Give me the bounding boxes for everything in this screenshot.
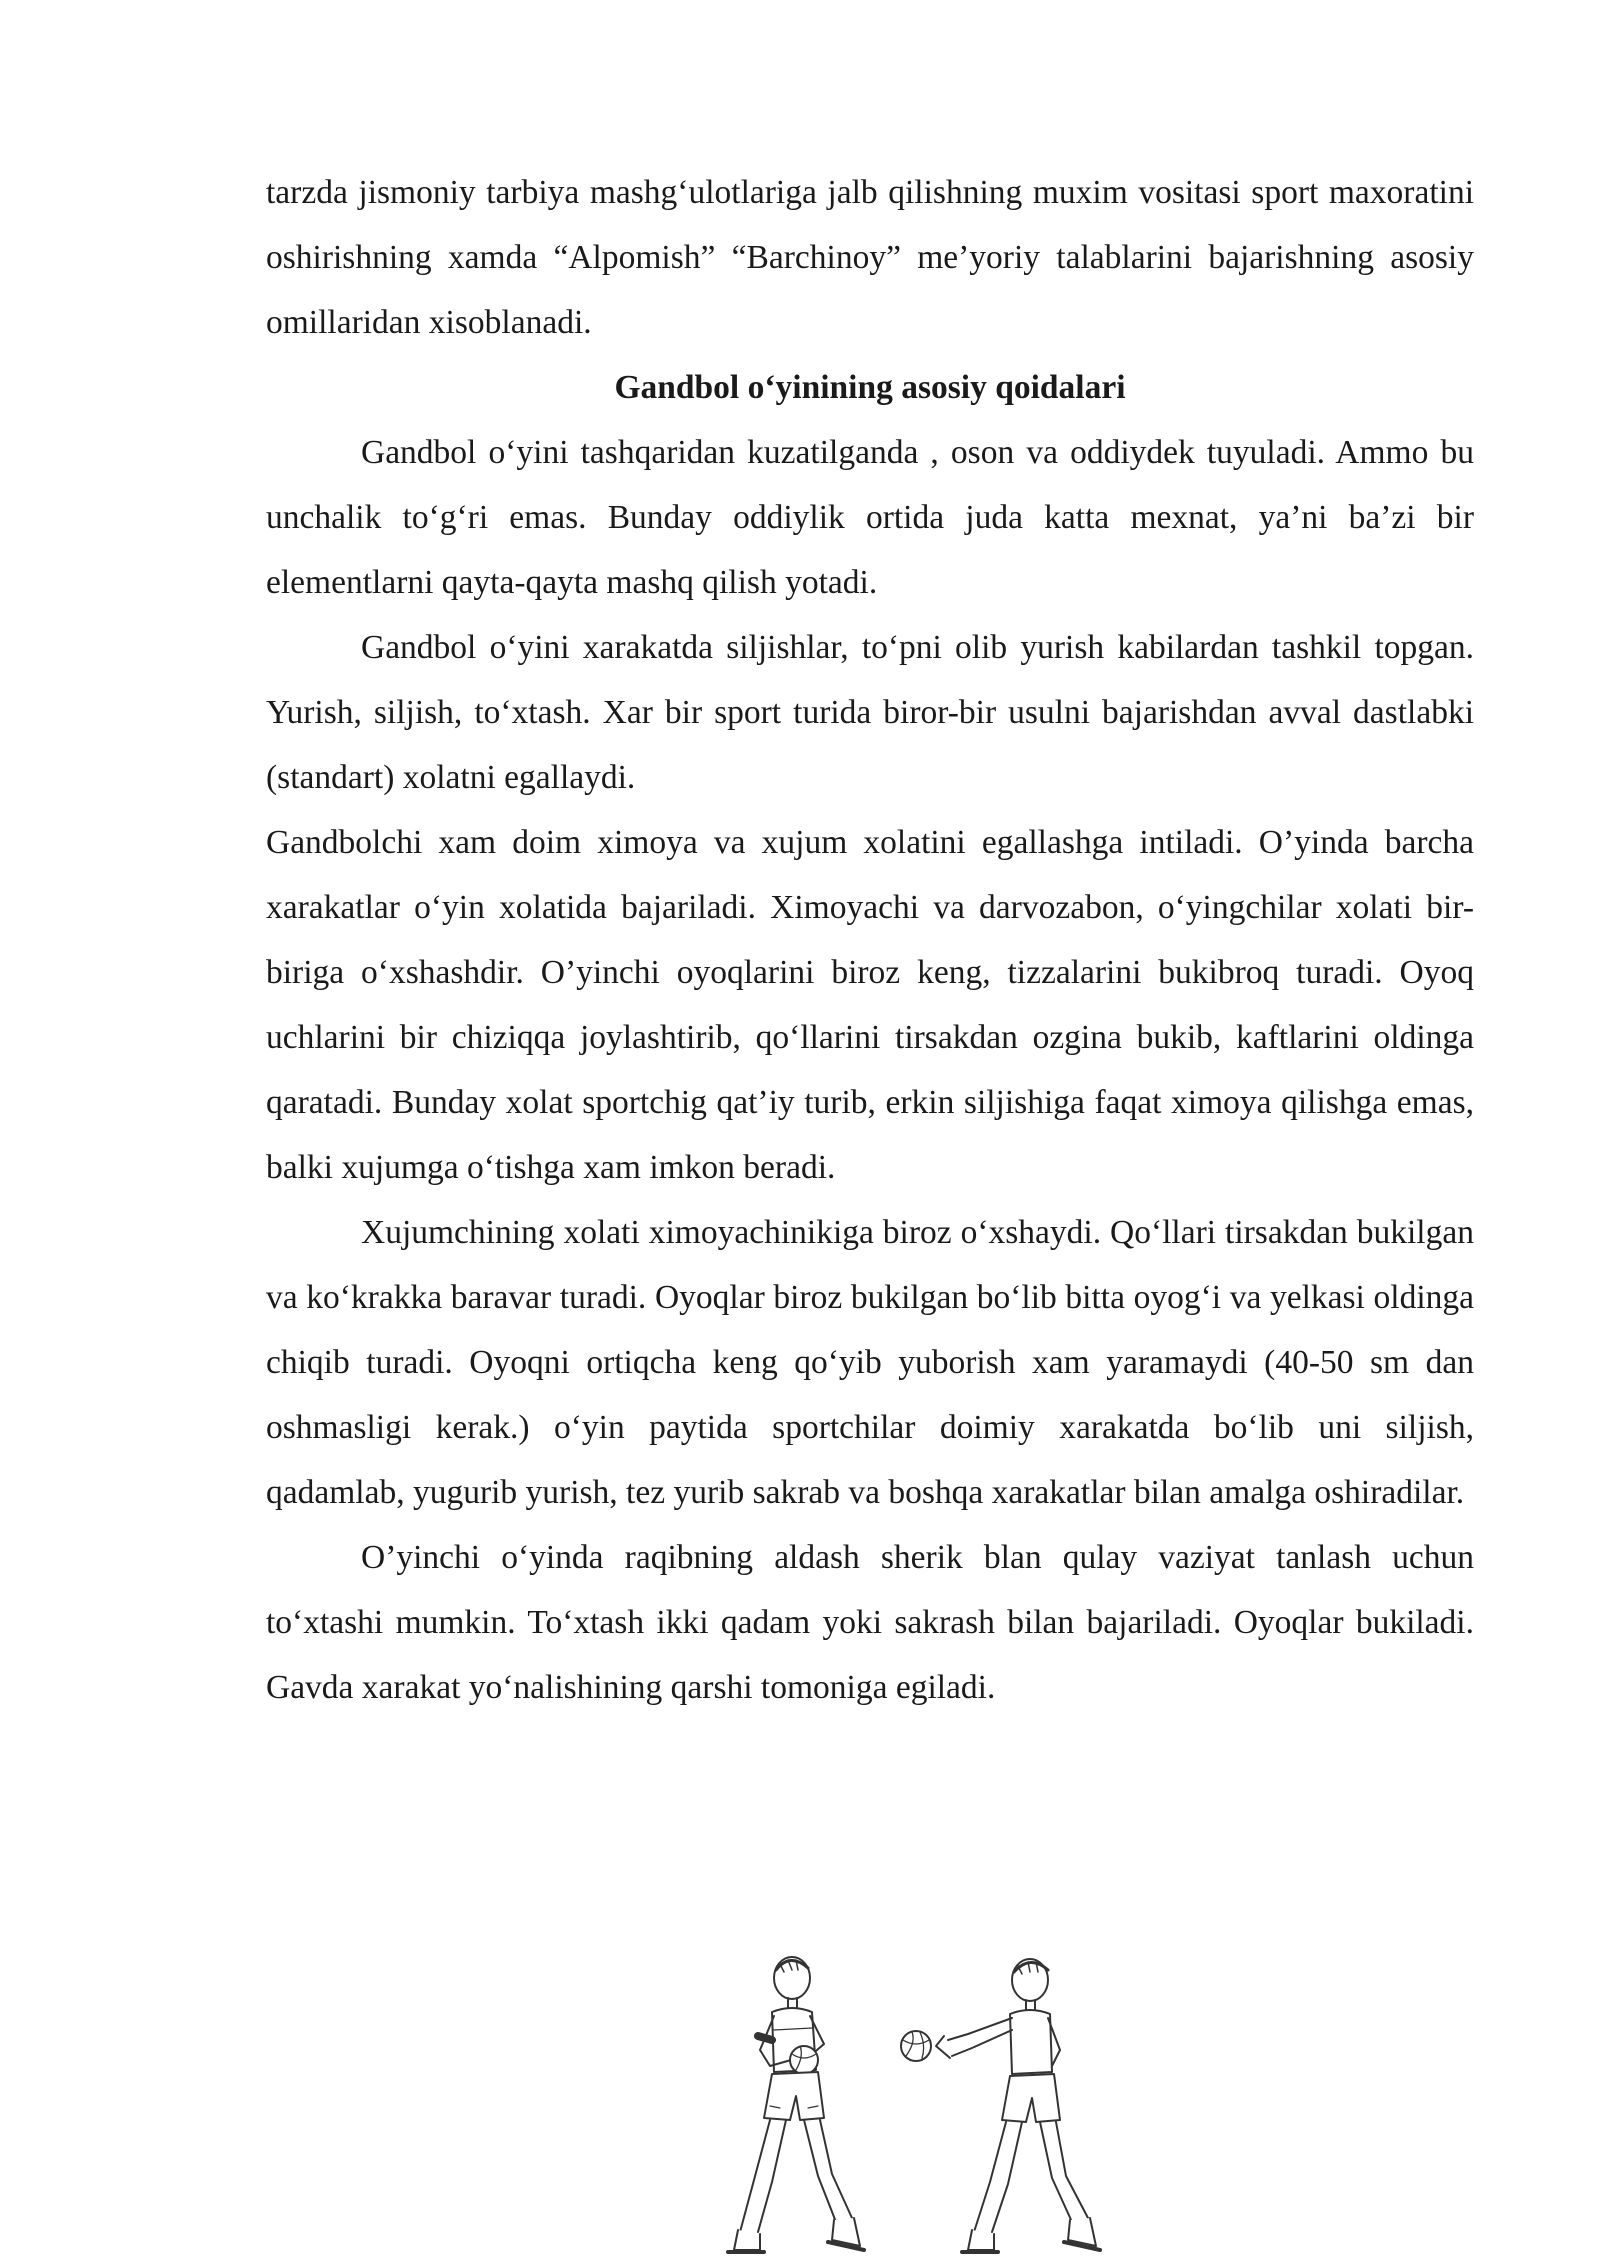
paragraph: Gandbol o‘yini xarakatda siljishlar, to‘pni olib yurish kabilardan tashkil topgan. Yurish, siljish, to‘xtash. Xar bir sport turida biror-bir usulni bajarishdan avval dastlabki (standart) xolatni egallaydi. <box>266 629 1474 796</box>
paragraph-continuation: tarzda jismoniy tarbiya mashg‘ulotlariga jalb qilishning muxim vositasi sport maxoratini oshirishning xamda “Alpomish” “Barchinoy” me’yoriy talablarini bajarishning asosiy omillaridan xisoblanadi. <box>266 174 1474 341</box>
section-heading: Gandbol o‘yinining asosiy qoidalari <box>614 369 1126 406</box>
paragraph: Gandbolchi xam doim ximoya va xujum xolatini egallashga intiladi. O’yinda barcha xarakatlar o‘yin xolatida bajariladi. Ximoyachi va darvozabon, o‘yingchilar xolati bir-biriga o‘xshashdir. O’yinchi oyoqlarini biroz keng, tizzalarini bukibroq turadi. Oyoq uchlarini bir chiziqqa joylashtirib, qo‘llarini tirsakdan ozgina bukib, kaftlarini oldinga qaratadi. Bunday xolat sportchig qat’iy turib, erkin siljishiga faqat ximoya qilishga emas, balki xujumga o‘tishga xam imkon beradi. <box>266 824 1474 1186</box>
handball-players-illustration <box>700 1950 1140 2262</box>
paragraph: Xujumchining xolati ximoyachinikiga biroz o‘xshaydi. Qo‘llari tirsakdan bukilgan va ko‘krakka baravar turadi. Oyoqlar biroz bukilgan bo‘lib bitta oyog‘i va yelkasi oldinga chiqib turadi. Oyoqni ortiqcha keng qo‘yib yuborish xam yaramaydi (40-50 sm dan oshmasligi kerak.) o‘yin paytida sportchilar doimiy xarakatda bo‘lib uni siljish, qadamlab, yugurib yurish, tez yurib sakrab va boshqa xarakatlar bilan amalga oshiradilar. <box>266 1214 1474 1511</box>
paragraph: Gandbol o‘yini tashqaridan kuzatilganda , oson va oddiydek tuyuladi. Ammo bu unchalik to‘g‘ri emas. Bunday oddiylik ortida juda katta mexnat, ya’ni ba’zi bir elementlarni qayta-qayta mashq qilish yotadi. <box>266 434 1474 601</box>
paragraph: O’yinchi o‘yinda raqibning aldash sherik blan qulay vaziyat tanlash uchun to‘xtashi mumkin. To‘xtash ikki qadam yoki sakrash bilan bajariladi. Oyoqlar bukiladi. Gavda xarakat yo‘nalishining qarshi tomoniga egiladi. <box>266 1539 1474 1706</box>
right-player-figure <box>936 1959 1100 2252</box>
ball-in-air <box>901 2031 931 2061</box>
players-passing-drawing <box>700 1950 1140 2262</box>
page-body <box>266 160 1474 1720</box>
left-player-figure <box>728 1957 864 2252</box>
